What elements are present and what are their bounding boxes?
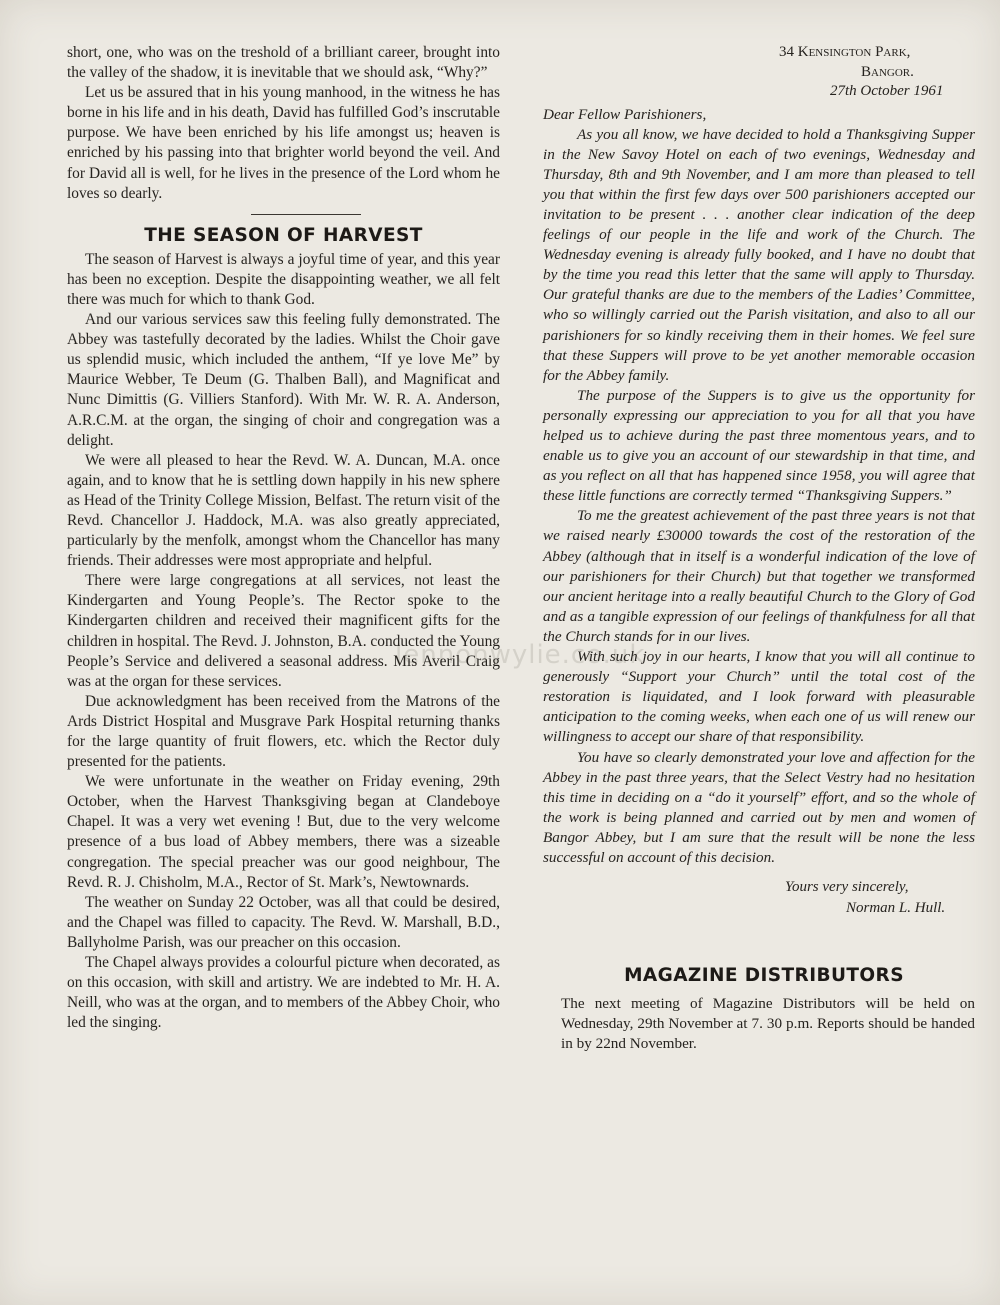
- section-divider: [251, 214, 361, 215]
- letter-paragraph: As you all know, we have decided to hold a Thanksgiving Supper in the New Savoy Hotel on each of two evenings, Wednesday and Thursday, 8th and 9th November, and I am more than pleased to tell you that within the first few days over 500 parishioners accepted our invitation to be present . . . another clear indication of the deep feelings of our people in the life and work of the Church. The Wednesday evening is already fully booked, and I have no doubt that by the time you read this letter that the same will apply to Thursday. Our grateful thanks are due to the members of the Ladies’ Committee, who so willingly carried out the Parish visitation, and also to all our parishioners for so kindly receiving them in their homes. We feel sure that these Suppers will prove to be yet another memorable occasion for the Abbey family.: [543, 125, 975, 384]
- letter: [543, 43, 975, 919]
- letter-closing: Yours very sincerely,: [785, 879, 909, 896]
- letter-signoff: [543, 877, 975, 919]
- letter-paragraph: To me the greatest achievement of the past three years is not that we raised nearly £30000 towards the cost of the restoration of the Abbey (although that in itself is a wonderful indication of the love of our parishioners for their Church) but that together we transformed our ancient heritage into a really beautiful Church to the Glory of God and as a tangible expression of our feelings of thankfulness for all that the Church stands for in our lives.: [543, 507, 975, 645]
- intro-section: [67, 43, 500, 204]
- address-town: Bangor.: [861, 63, 914, 80]
- harvest-paragraph: The weather on Sunday 22 October, was all that could be desired, and the Chapel was filled to capacity. The Revd. W. Marshall, B.D., Ballyholme Parish, was our preacher on this occasion.: [67, 893, 500, 951]
- address-street: 34 Kensington Park,: [779, 44, 911, 60]
- right-column: [543, 43, 975, 1054]
- harvest-paragraph: And our various services saw this feeling fully demonstrated. The Abbey was tastefully decorated by the ladies. Whilst the Choir gave us splendid music, which included the anthem, “If ye love Me” by Maurice Webber, Te Deum (G. Thalben Ball), and Magnificat and Nunc Dimittis (G. Villiers Stanford). With Mr. W. R. A. Anderson, A.R.C.M. at the organ, the singing of choir and congregation was a delight.: [67, 311, 500, 449]
- watermark: lennonwylie.co.uk: [395, 640, 646, 670]
- harvest-paragraph: The Chapel always provides a colourful picture when decorated, as on this occasion, with skill and artistry. We are indebted to Mr. H. A. Neill, who was at the organ, and to members of the Abbey Choir, who led the singing.: [67, 954, 500, 1032]
- letter-paragraph: The purpose of the Suppers is to give us the opportunity for personally expressing our appreciation to you for all that you have helped us to achieve during the past three momentous years, and to enable us to give you an account of our stewardship in that time, and as you reflect on all that has happened since 1958, you will agree that these little functions are correctly termed “Thanksgiving Suppers.”: [543, 386, 975, 505]
- letter-paragraph: You have so clearly demonstrated your love and affection for the Abbey in the past three years, that the Select Vestry had no hesitation this time in deciding on a “do it yourself” effort, and so the whole of the work is being planned and carried out by men and women of Bangor Abbey, but I am sure that the result will be none the less successful on account of this decision.: [543, 748, 975, 866]
- letter-salutation: Dear Fellow Parishioners,: [543, 105, 707, 123]
- harvest-heading: THE SEASON OF HARVEST: [144, 224, 423, 246]
- harvest-section: [67, 250, 500, 1034]
- intro-paragraph: short, one, who was on the treshold of a brilliant career, brought into the valley of the shadow, it is inevitable that we should ask, “Why?”: [67, 44, 500, 82]
- harvest-paragraph: The season of Harvest is always a joyful time of year, and this year has been no exception. Despite the disappointing weather, we all felt there was much for which to thank God.: [67, 250, 500, 308]
- harvest-paragraph: We were unfortunate in the weather on Friday evening, 29th October, when the Harvest Thanksgiving began at Clandeboye Chapel. It was a very wet evening ! But, due to the very welcome presence of a bus load of Abbey members, there was a sizeable congregation. The special preacher was our good neighbour, The Revd. R. J. Chisholm, M.A., Rector of St. Mark’s, Newtownards.: [67, 773, 500, 891]
- harvest-paragraph: Due acknowledgment has been received from the Matrons of the Ards District Hospital and Musgrave Park Hospital returning thanks for the large quantity of fruit flowers, etc. which the Rector duly presented for the patients.: [67, 692, 500, 771]
- left-column: [67, 43, 500, 1033]
- sender-address: [543, 43, 975, 102]
- harvest-paragraph: We were all pleased to hear the Revd. W. A. Duncan, M.A. once again, and to know that he is settling down happily in his new sphere as Head of the Trinity College Mission, Belfast. The return visit of the Revd. Chancellor J. Haddock, M.A. was also greatly appreciated, particularly by the menfolk, amongst whom the Chancellor has many friends. Their addresses were most appropriate and helpful.: [67, 451, 500, 570]
- harvest-paragraph: There were large congregations at all services, not least the Kindergarten and Young People’s. The Rector spoke to the Kindergarten children and received their magnificent gifts for the children in hospital. The Revd. J. Johnston, B.A. conducted the Young People’s Service and delivered a seasonal address. Mis Averil Craig was at the organ for these services.: [67, 572, 500, 690]
- intro-paragraph: Let us be assured that in his young manhood, in the witness he has borne in his life and in his death, David has fulfilled God’s inscrutable purpose. We have been enriched by his life amongst us; heaven is enriched by his passing into that brighter world beyond the veil. And for David all is well, for he lives in the presence of the Lord whom he loves so dearly.: [67, 84, 500, 202]
- letter-signature: Norman L. Hull.: [846, 900, 946, 917]
- letter-date: 27th October 1961: [830, 83, 944, 99]
- distributors-heading: MAGAZINE DISTRIBUTORS: [624, 965, 904, 987]
- distributors-notice: The next meeting of Magazine Distributors will be held on Wednesday, 29th November at 7. 30 p.m. Reports should be handed in by 22nd November.: [561, 995, 975, 1053]
- distributors-section: [543, 965, 975, 1054]
- letter-paragraph: With such joy in our hearts, I know that you will all continue to generously “Support your Church” until the total cost of the restoration is liquidated, and I look forward with pleasurable anticipation to the coming weeks, when each one of us will renew our willingness to accept our share of that responsibility.: [543, 648, 975, 746]
